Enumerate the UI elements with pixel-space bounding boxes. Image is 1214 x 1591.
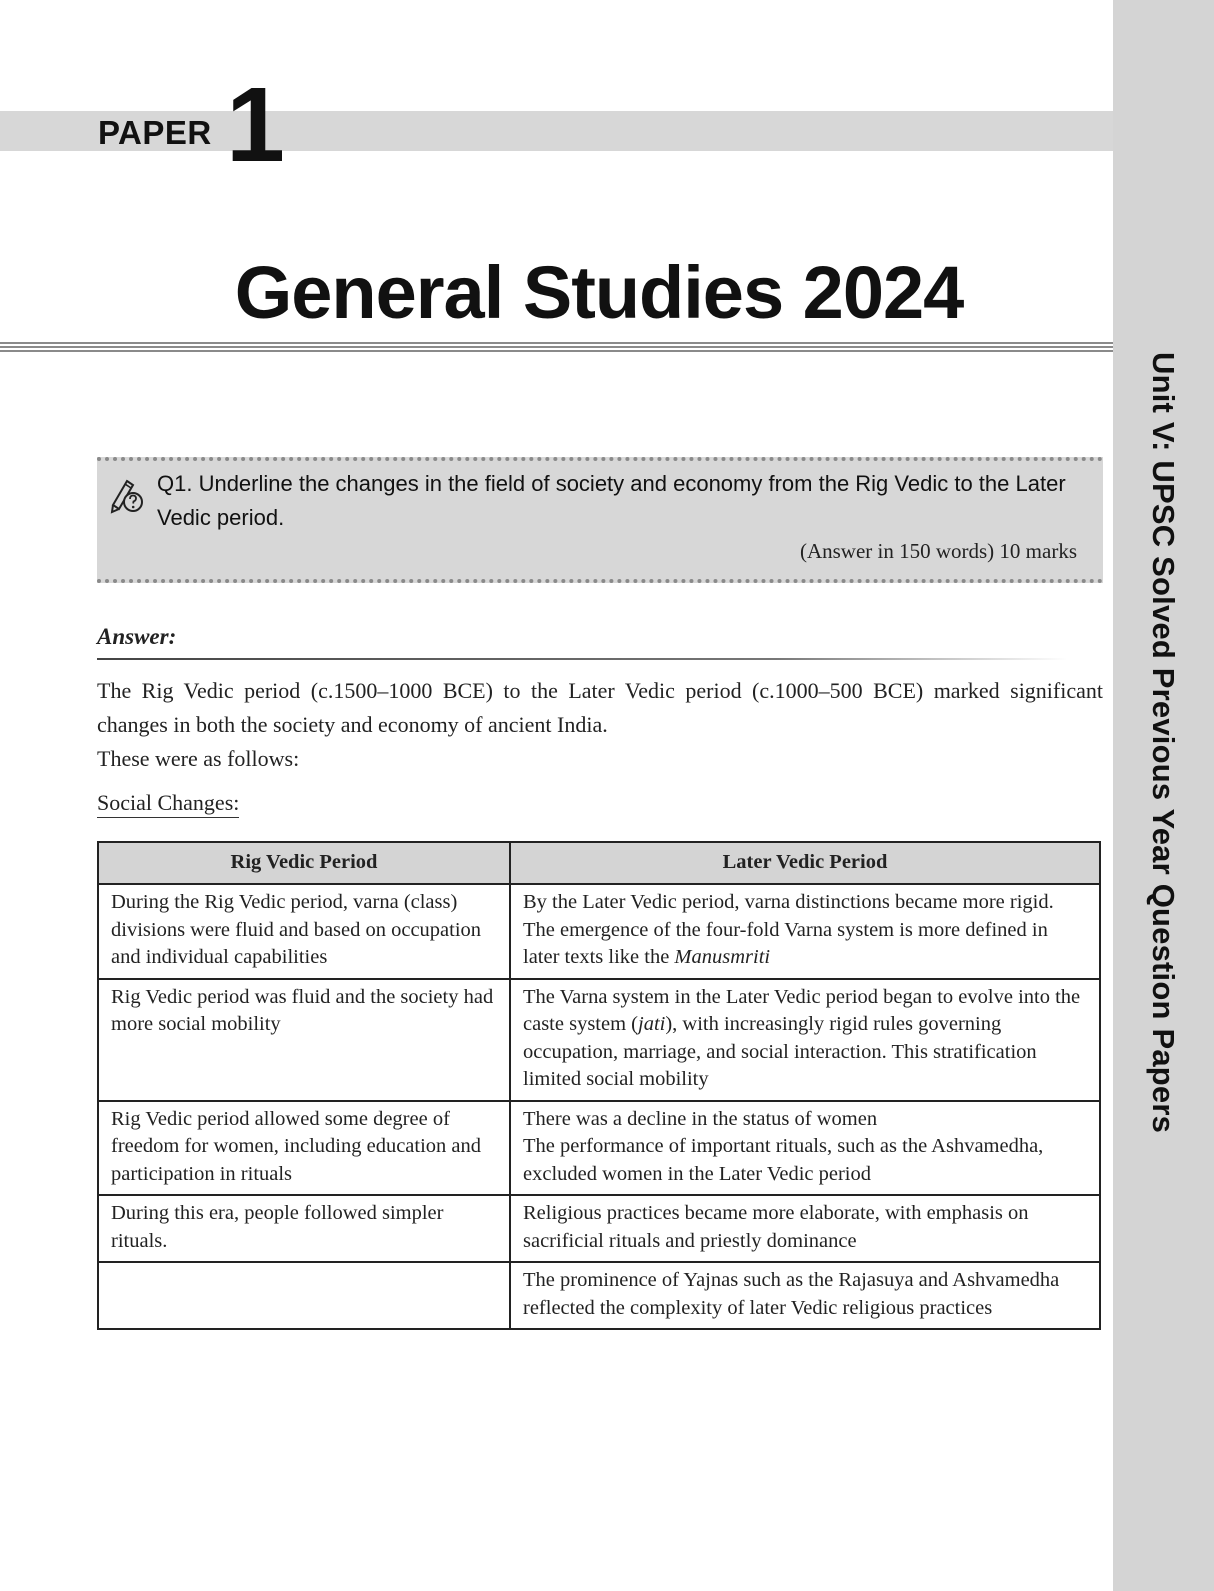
cell-text: ), with increasingly rigid rules governing occupation, marriage, and social interaction. This stratification limited social mobility [523, 1013, 1037, 1090]
question-marks: (Answer in 150 words) 10 marks [799, 539, 1077, 563]
cell-line: By the Later Vedic period, varna distinctions became more rigid. [523, 891, 1054, 913]
table-row [98, 1101, 1100, 1196]
answer-divider [97, 658, 1067, 660]
pencil-question-icon [109, 475, 147, 520]
cell-text: The Varna system in the Later Vedic period began to evolve into the caste system ( [523, 985, 1081, 1035]
paper-number: 1 [226, 66, 285, 184]
table-row [98, 1195, 1100, 1262]
cell-emphasis: jati [638, 1013, 666, 1035]
title-divider [0, 342, 1113, 353]
question-text: Q1. Underline the changes in the field of society and economy from the Rig Vedic to the Later Vedic period. [157, 471, 1066, 530]
table-cell: Rig Vedic period allowed some degree of freedom for women, including education and participation in rituals [98, 1101, 510, 1196]
table-row [98, 884, 1100, 979]
answer-heading: Answer: [97, 624, 177, 649]
table-cell: Religious practices became more elaborate, with emphasis on sacrificial rituals and priestly dominance [510, 1195, 1100, 1262]
table-cell [98, 1262, 510, 1329]
cell-emphasis: Manusmriti [674, 946, 771, 968]
cell-text: The emergence of the four-fold Varna system is more defined in later texts like the [523, 918, 1048, 968]
table-cell: Rig Vedic period was fluid and the society had more social mobility [98, 979, 510, 1101]
question-box [97, 457, 1103, 583]
cell-line: The performance of important rituals, such as the Ashvamedha, excluded women in the Later Vedic period [523, 1135, 1044, 1185]
page-title: General Studies 2024 [234, 251, 964, 334]
table-cell: During the Rig Vedic period, varna (class) divisions were fluid and based on occupation and individual capabilities [98, 884, 510, 979]
unit-title: Unit V: UPSC Solved Previous Year Question Papers [1146, 352, 1181, 1134]
cell-line [523, 917, 1087, 972]
intro-paragraph: The Rig Vedic period (c.1500–1000 BCE) to the Later Vedic period (c.1000–500 BCE) marked significant changes in both the society and economy of ancient India. [97, 678, 1103, 737]
column-header: Later Vedic Period [510, 842, 1100, 884]
table-header-row [98, 842, 1100, 884]
social-changes-table [97, 841, 1101, 1330]
table-cell: The prominence of Yajnas such as the Rajasuya and Ashvamedha reflected the complexity of later Vedic religious practices [510, 1262, 1100, 1329]
table-cell [510, 979, 1100, 1101]
section-heading: Social Changes: [97, 790, 239, 818]
column-header: Rig Vedic Period [98, 842, 510, 884]
paper-label: PAPER [98, 114, 212, 151]
table-cell: During this era, people followed simpler rituals. [98, 1195, 510, 1262]
cell-line: There was a decline in the status of women [523, 1107, 878, 1130]
answer-intro [97, 674, 1103, 776]
table-row [98, 979, 1100, 1101]
table-cell [510, 1101, 1100, 1196]
table-row [98, 1262, 1100, 1329]
table-cell [510, 884, 1100, 979]
follow-paragraph: These were as follows: [97, 746, 300, 771]
